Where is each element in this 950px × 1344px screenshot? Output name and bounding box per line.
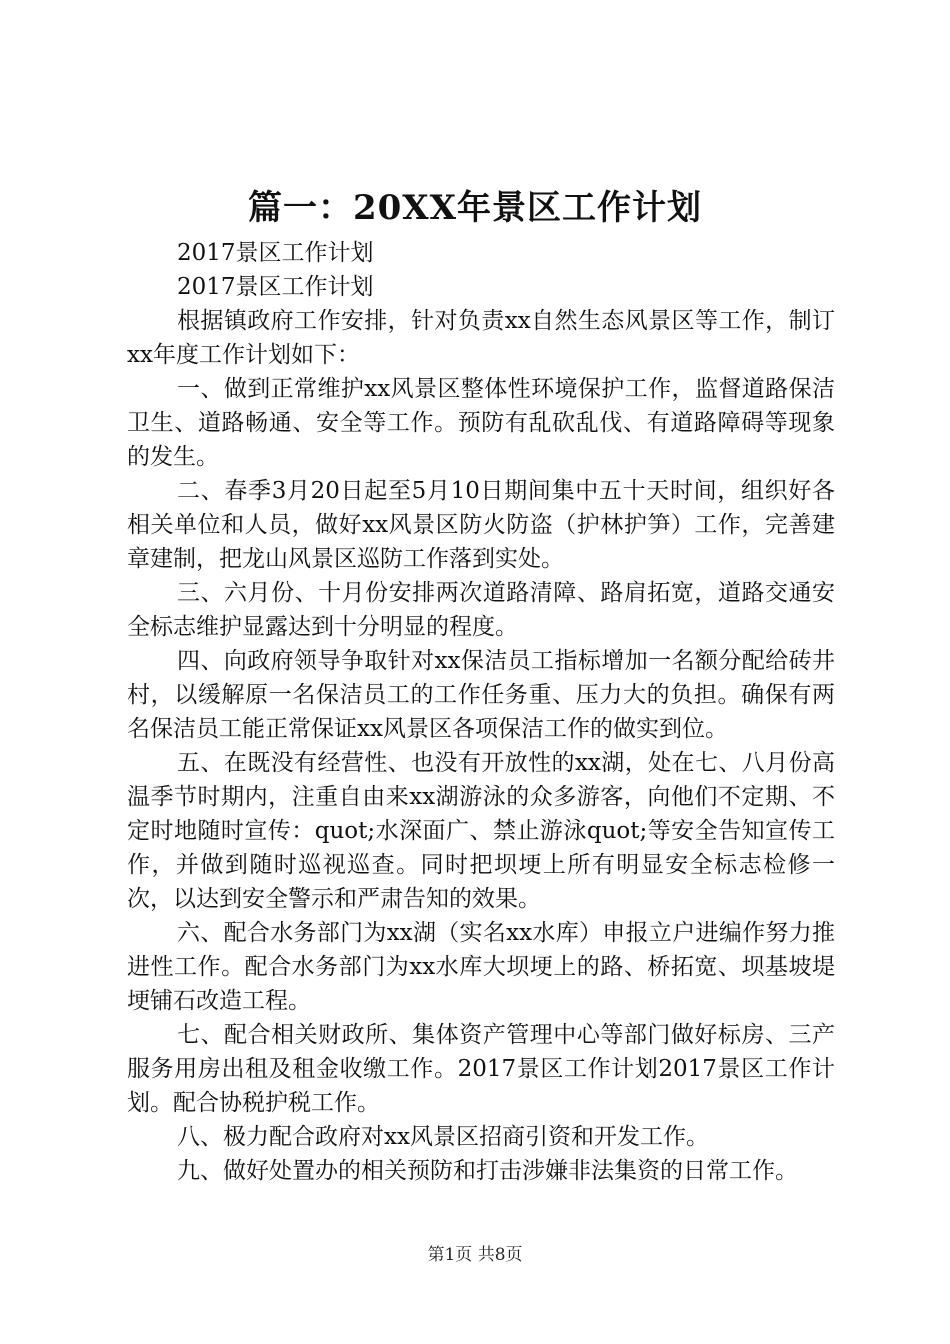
page-footer: 第1页 共8页 [427, 1245, 523, 1265]
paragraph-item-7: 七、配合相关财政所、集体资产管理中心等部门做好标房、三产服务用房出租及租金收缴工作。2017景区工作计划2017景区工作计划。配合协税护税工作。 [127, 1022, 835, 1116]
paragraph-item-6: 六、配合水务部门为xx湖（实名xx水库）申报立户进编作努力推进性工作。配合水务部门为xx水库大坝埂上的路、桥拓宽、坝基坡堤埂铺石改造工程。 [127, 920, 835, 1014]
paragraph-heading-2: 2017景区工作计划 [177, 274, 374, 300]
paragraph-intro: 根据镇政府工作安排，针对负责xx自然生态风景区等工作，制订xx年度工作计划如下： [127, 308, 835, 368]
paragraph-item-1: 一、做到正常维护xx风景区整体性环境保护工作，监督道路保洁卫生、道路畅通、安全等工作。预防有乱砍乱伐、有道路障碍等现象的发生。 [127, 376, 835, 470]
paragraph-heading-1: 2017景区工作计划 [177, 240, 374, 266]
paragraph-item-8: 八、极力配合政府对xx风景区招商引资和开发工作。 [177, 1124, 709, 1150]
document-title: 篇一：20XX年景区工作计划 [247, 188, 703, 228]
paragraph-item-5: 五、在既没有经营性、也没有开放性的xx湖，处在七、八月份高温季节时期内，注重自由来xx湖游泳的众多游客，向他们不定期、不定时地随时宣传：quot;水深面广、禁止游泳quot;等安全告知宣传工作，并做到随时巡视巡查。同时把坝埂上所有明显安全标志检修一次，以达到安全警示和严肃告知的效果。 [127, 750, 835, 912]
paragraph-item-9: 九、做好处置办的相关预防和打击涉嫌非法集资的日常工作。 [177, 1158, 798, 1184]
paragraph-item-4: 四、向政府领导争取针对xx保洁员工指标增加一名额分配给砖井村，以缓解原一名保洁员工的工作任务重、压力大的负担。确保有两名保洁员工能正常保证xx风景区各项保洁工作的做实到位。 [127, 648, 835, 742]
paragraph-item-2: 二、春季3月20日起至5月10日期间集中五十天时间，组织好各相关单位和人员，做好xx风景区防火防盗（护林护笋）工作，完善建章建制，把龙山风景区巡防工作落到实处。 [127, 478, 835, 572]
paragraph-item-3: 三、六月份、十月份安排两次道路清障、路肩拓宽，道路交通安全标志维护显露达到十分明显的程度。 [127, 580, 835, 640]
document-body [127, 236, 835, 1188]
